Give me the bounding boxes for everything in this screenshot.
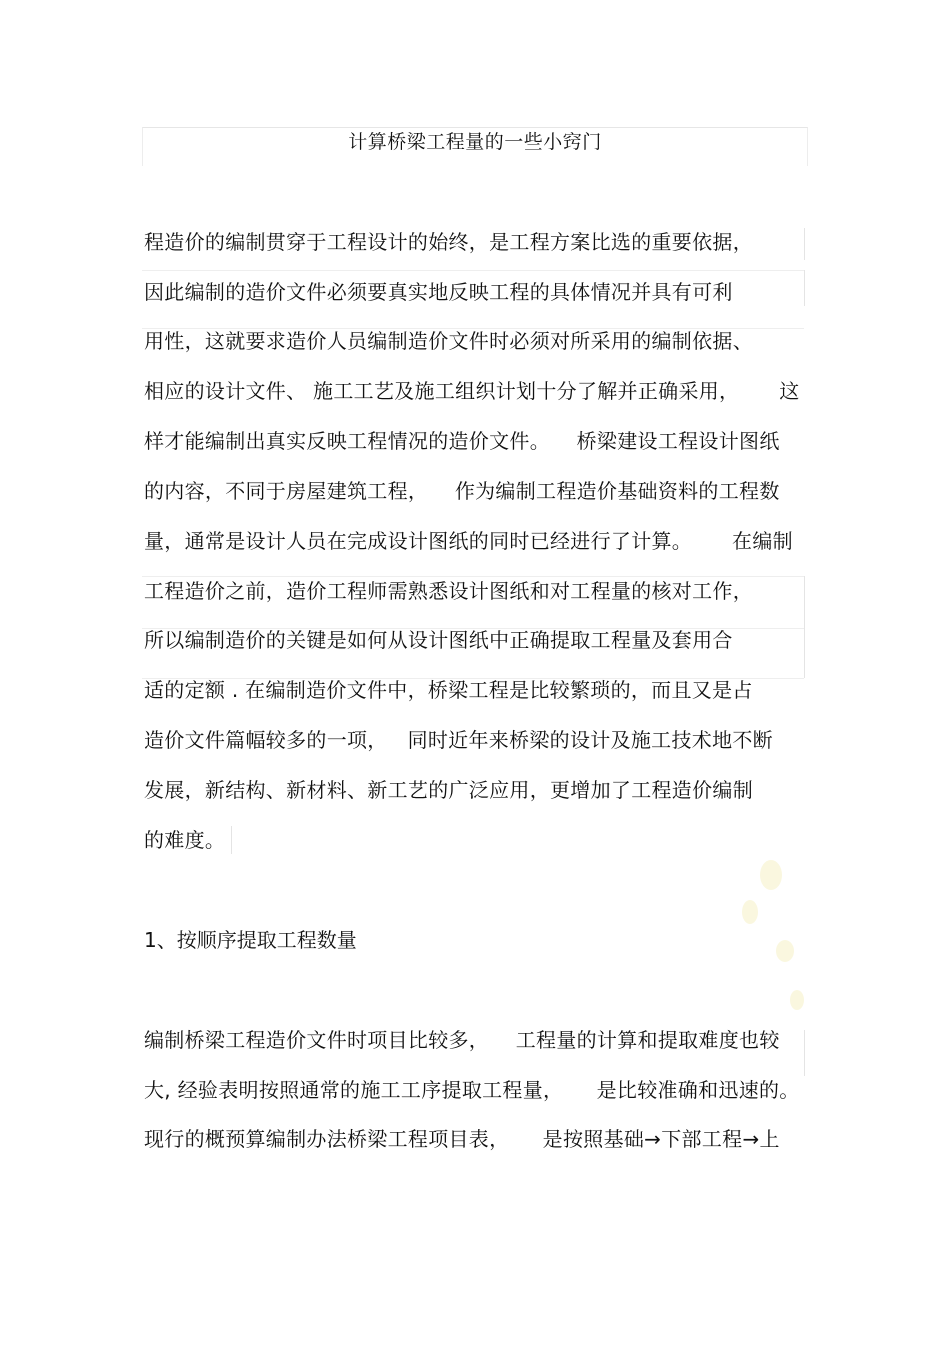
paragraph-line: 造价文件篇幅较多的一项， 同时近年来桥梁的设计及施工技术地不断	[144, 728, 773, 752]
paragraph-line: 相应的设计文件、 施工工艺及施工组织计划十分了解并正确采用， 这	[144, 379, 800, 403]
scan-speck	[776, 940, 794, 962]
paragraph-line: 大, 经验表明按照通常的施工工序提取工程量， 是比较准确和迅速的。	[144, 1078, 800, 1102]
paragraph-line: 工程造价之前，造价工程师需熟悉设计图纸和对工程量的核对工作，	[144, 579, 753, 603]
paragraph-line: 编制桥梁工程造价文件时项目比较多， 工程量的计算和提取难度也较	[144, 1028, 780, 1052]
scan-rule	[804, 628, 805, 678]
paragraph-line: 所以编制造价的关键是如何从设计图纸中正确提取工程量及套用合	[144, 628, 733, 652]
paragraph-line: 的难度。	[144, 828, 226, 852]
paragraph-line: 样才能编制出真实反映工程情况的造价文件。 桥梁建设工程设计图纸	[144, 429, 780, 453]
paragraph-line: 现行的概预算编制办法桥梁工程项目表， 是按照基础→下部工程→上	[144, 1127, 780, 1151]
scan-speck	[760, 860, 782, 890]
scan-rule	[804, 270, 805, 306]
scan-rule	[231, 826, 232, 854]
section-heading: 1、按顺序提取工程数量	[144, 928, 357, 952]
scan-rule	[804, 228, 805, 260]
scan-rule	[142, 270, 804, 271]
paragraph-line: 程造价的编制贯穿于工程设计的始终，是工程方案比选的重要依据，	[144, 230, 753, 254]
scan-rule	[804, 576, 805, 628]
paragraph-line: 用性，这就要求造价人员编制造价文件时必须对所采用的编制依据、	[144, 329, 753, 353]
scan-speck	[790, 990, 804, 1010]
paragraph-line: 适的定额 . 在编制造价文件中，桥梁工程是比较繁琐的，而且又是占	[144, 678, 753, 702]
paragraph-line: 因此编制的造价文件必须要真实地反映工程的具体情况并具有可利	[144, 280, 733, 304]
paragraph-line: 发展，新结构、新材料、新工艺的广泛应用，更增加了工程造价编制	[144, 778, 753, 802]
document-title: 计算桥梁工程量的一些小窍门	[348, 131, 602, 153]
scan-speck	[742, 900, 758, 924]
paragraph-line: 量，通常是设计人员在完成设计图纸的同时已经进行了计算。 在编制	[144, 529, 793, 553]
scan-rule	[804, 1030, 805, 1076]
paragraph-line: 的内容，不同于房屋建筑工程， 作为编制工程造价基础资料的工程数	[144, 479, 780, 503]
